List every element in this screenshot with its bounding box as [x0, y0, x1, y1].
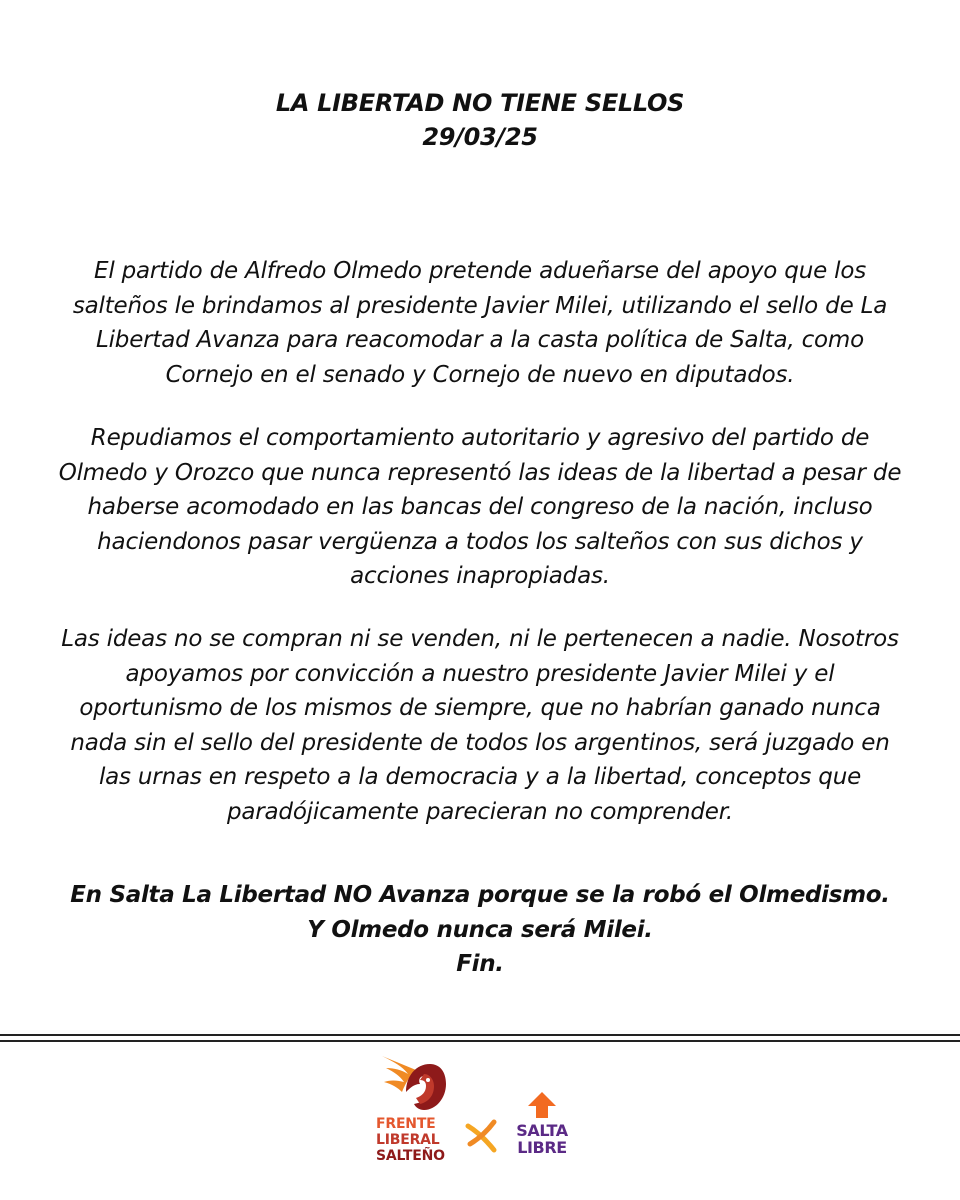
logo-line: SALTA	[516, 1121, 568, 1140]
document-date: 29/03/25	[422, 123, 538, 151]
salta-libre-wordmark	[510, 1122, 574, 1156]
paragraph-line: nada sin el sello del presidente de todos los argentinos, será juzgado en	[70, 729, 890, 756]
closing-statement	[40, 878, 920, 982]
paragraph-line: paradójicamente parecieran no comprender.	[226, 798, 734, 825]
frente-liberal-salteno-wordmark	[376, 1116, 456, 1164]
paragraph-line: las urnas en respeto a la democracia y a la libertad, conceptos que	[98, 764, 862, 790]
document-header	[0, 86, 960, 154]
footer-logos	[0, 1052, 960, 1172]
paragraph-line: Olmedo y Orozco que nunca representó las ideas de la libertad a pesar de	[58, 459, 902, 486]
logo-line: FRENTE	[376, 1116, 436, 1132]
footer-divider-top	[0, 1034, 960, 1036]
closing-line-1: En Salta La Libertad NO Avanza porque se la robó el Olmedismo.	[70, 882, 890, 908]
up-arrow-icon	[510, 1090, 574, 1120]
paragraph-line: Cornejo en el senado y Cornejo de nuevo en diputados.	[165, 361, 795, 388]
paragraph-line: haciendonos pasar vergüenza a todos los salteños con sus dichos y	[97, 528, 863, 555]
paragraph-line: haberse acomodado en las bancas del congreso de la nación, incluso	[87, 494, 873, 520]
frente-liberal-salteno-logo	[376, 1052, 456, 1168]
paragraph-line: salteños le brindamos al presidente Javier Milei, utilizando el sello de La	[72, 292, 888, 319]
paragraph-line: El partido de Alfredo Olmedo pretende adueñarse del apoyo que los	[94, 258, 866, 284]
paragraph-3	[40, 622, 920, 829]
closing-line-2: Y Olmedo nunca será Milei.	[307, 916, 653, 943]
paragraph-1	[40, 254, 920, 392]
paragraph-line: Repudiamos el comportamiento autoritario y agresivo del partido de	[90, 425, 870, 451]
cross-x-icon	[464, 1118, 500, 1154]
logo-line: SALTEÑO	[376, 1148, 445, 1164]
closing-line-3: Fin.	[456, 951, 504, 977]
horse-head-icon	[376, 1052, 456, 1116]
paragraph-line: Las ideas no se compran ni se venden, ni le pertenecen a nadie. Nosotros	[61, 626, 899, 652]
paragraph-line: acciones inapropiadas.	[350, 563, 610, 589]
paragraph-line: Libertad Avanza para reacomodar a la casta política de Salta, como	[96, 327, 864, 353]
logo-line: LIBERAL	[376, 1132, 440, 1148]
footer-divider-bottom	[0, 1040, 960, 1042]
paragraph-2	[40, 421, 920, 594]
paragraph-line: oportunismo de los mismos de siempre, que no habrían ganado nunca	[79, 695, 881, 721]
logo-line: LIBRE	[517, 1138, 567, 1157]
salta-libre-logo	[510, 1090, 574, 1160]
document-title: LA LIBERTAD NO TIENE SELLOS	[275, 89, 685, 117]
paragraph-line: apoyamos por convicción a nuestro presidente Javier Milei y el	[125, 660, 835, 687]
